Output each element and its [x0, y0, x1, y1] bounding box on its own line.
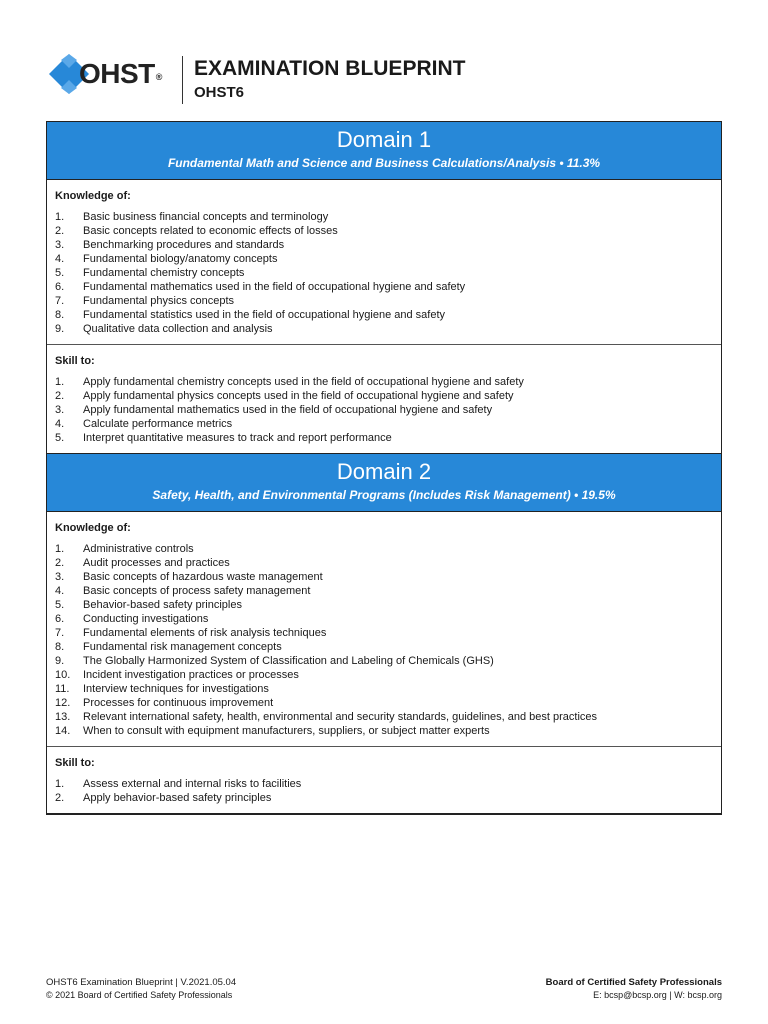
domain-title: Domain 2: [336, 459, 432, 484]
item-text: Fundamental statistics used in the field of occupational hygiene and safety: [83, 309, 446, 321]
item-number: 11.: [55, 683, 70, 695]
list-item: [55, 654, 713, 668]
item-text: Basic business financial concepts and terminology: [83, 211, 329, 223]
list-item: [55, 710, 713, 724]
domain-1-knowledge: [47, 180, 721, 345]
domain-2-header: [47, 454, 721, 512]
item-text: Fundamental chemistry concepts: [83, 267, 245, 279]
document-title: EXAMINATION BLUEPRINT: [194, 57, 466, 80]
item-number: 1.: [55, 376, 65, 388]
list-item: [55, 294, 713, 308]
item-text: Fundamental risk management concepts: [83, 641, 282, 653]
item-text: Apply fundamental physics concepts used in the field of occupational hygiene and safety: [83, 390, 514, 402]
ohst-logo: [47, 52, 177, 96]
knowledge-list: [55, 210, 713, 336]
item-text: Fundamental elements of risk analysis techniques: [83, 627, 327, 639]
item-number: 7.: [55, 295, 65, 307]
blueprint-table: [46, 121, 722, 815]
skills-list: [55, 375, 713, 445]
section-title: Skill to:: [55, 355, 95, 367]
domain-subtitle: Safety, Health, and Environmental Programs (Includes Risk Management) • 19.5%: [152, 488, 616, 502]
list-item: [55, 640, 713, 654]
list-item: [55, 542, 713, 556]
item-text: Conducting investigations: [83, 613, 209, 625]
item-number: 5.: [55, 599, 65, 611]
item-text: Interpret quantitative measures to track and report performance: [83, 432, 392, 444]
item-text: Qualitative data collection and analysis: [83, 323, 273, 335]
item-text: Interview techniques for investigations: [83, 683, 269, 695]
document-code: OHST6: [194, 84, 245, 101]
item-number: 2.: [55, 792, 65, 804]
list-item: [55, 598, 713, 612]
item-number: 4.: [55, 253, 65, 265]
item-number: 8.: [55, 641, 65, 653]
list-item: [55, 668, 713, 682]
item-text: The Globally Harmonized System of Classification and Labeling of Chemicals (GHS): [83, 655, 494, 667]
item-text: Apply fundamental chemistry concepts used in the field of occupational hygiene and safety: [83, 376, 524, 388]
list-item: [55, 626, 713, 640]
section-title: Skill to:: [55, 757, 95, 769]
list-item: [55, 308, 713, 322]
section-title: Knowledge of:: [55, 190, 131, 202]
item-text: Calculate performance metrics: [83, 418, 233, 430]
list-item: [55, 570, 713, 584]
item-number: 3.: [55, 239, 65, 251]
item-number: 4.: [55, 585, 65, 597]
domain-2-knowledge: [47, 512, 721, 747]
list-item: [55, 417, 713, 431]
list-item: [55, 724, 713, 738]
item-text: Basic concepts related to economic effects of losses: [83, 225, 338, 237]
list-item: [55, 612, 713, 626]
domain-1-header: [47, 122, 721, 180]
footer-contact: E: bcsp@bcsp.org | W: bcsp.org: [593, 990, 722, 1000]
list-item: [55, 322, 713, 336]
item-number: 8.: [55, 309, 65, 321]
skills-list: [55, 777, 713, 805]
item-number: 12.: [55, 697, 71, 709]
domain-subtitle: Fundamental Math and Science and Business Calculations/Analysis • 11.3%: [167, 156, 601, 170]
item-number: 4.: [55, 418, 65, 430]
knowledge-list: [55, 542, 713, 738]
item-number: 2.: [55, 557, 65, 569]
domain-2-skills: [47, 747, 721, 813]
item-number: 6.: [55, 613, 65, 625]
item-text: Fundamental physics concepts: [83, 295, 235, 307]
item-number: 13.: [55, 711, 71, 723]
domain-title: Domain 1: [336, 127, 432, 152]
item-text: Processes for continuous improvement: [83, 697, 274, 709]
item-text: When to consult with equipment manufacturers, suppliers, or subject matter experts: [83, 725, 490, 737]
item-text: Apply behavior-based safety principles: [83, 792, 272, 804]
item-number: 3.: [55, 571, 65, 583]
item-text: Administrative controls: [83, 543, 194, 555]
item-text: Fundamental mathematics used in the field of occupational hygiene and safety: [83, 281, 466, 293]
item-text: Assess external and internal risks to facilities: [83, 778, 302, 790]
list-item: [55, 375, 713, 389]
list-item: [55, 777, 713, 791]
list-item: [55, 791, 713, 805]
item-number: 5.: [55, 267, 65, 279]
list-item: [55, 389, 713, 403]
item-text: Benchmarking procedures and standards: [83, 239, 285, 251]
item-text: Basic concepts of hazardous waste management: [83, 571, 323, 583]
list-item: [55, 224, 713, 238]
list-item: [55, 556, 713, 570]
header-divider: [182, 56, 183, 104]
list-item: [55, 696, 713, 710]
item-number: 1.: [55, 778, 65, 790]
section-title: Knowledge of:: [55, 522, 131, 534]
item-text: Relevant international safety, health, environmental and security standards, guidelines, and best practices: [83, 711, 598, 723]
item-text: Incident investigation practices or processes: [83, 669, 299, 681]
item-number: 3.: [55, 404, 65, 416]
item-number: 2.: [55, 225, 65, 237]
domain-1-skills: [47, 345, 721, 454]
item-number: 1.: [55, 211, 65, 223]
item-text: Basic concepts of process safety management: [83, 585, 311, 597]
item-number: 14.: [55, 725, 71, 737]
footer-organization: Board of Certified Safety Professionals: [545, 977, 722, 988]
item-number: 2.: [55, 390, 65, 402]
item-number: 7.: [55, 627, 65, 639]
list-item: [55, 210, 713, 224]
item-text: Apply fundamental mathematics used in the field of occupational hygiene and safety: [83, 404, 493, 416]
item-number: 9.: [55, 323, 65, 335]
item-text: Audit processes and practices: [83, 557, 230, 569]
list-item: [55, 431, 713, 445]
footer-left: [46, 977, 236, 1001]
list-item: [55, 252, 713, 266]
footer-right: [546, 977, 722, 1001]
item-text: Behavior-based safety principles: [83, 599, 242, 611]
page-header: [47, 47, 727, 107]
list-item: [55, 238, 713, 252]
footer-version: OHST6 Examination Blueprint | V.2021.05.04: [46, 977, 237, 988]
logo-wordmark: OHST®: [79, 58, 162, 89]
item-number: 9.: [55, 655, 65, 667]
list-item: [55, 584, 713, 598]
item-number: 5.: [55, 432, 65, 444]
item-text: Fundamental biology/anatomy concepts: [83, 253, 278, 265]
list-item: [55, 266, 713, 280]
list-item: [55, 403, 713, 417]
item-number: 6.: [55, 281, 65, 293]
item-number: 1.: [55, 543, 65, 555]
footer-copyright: © 2021 Board of Certified Safety Professionals: [46, 990, 233, 1000]
item-number: 10.: [55, 669, 71, 681]
list-item: [55, 682, 713, 696]
list-item: [55, 280, 713, 294]
